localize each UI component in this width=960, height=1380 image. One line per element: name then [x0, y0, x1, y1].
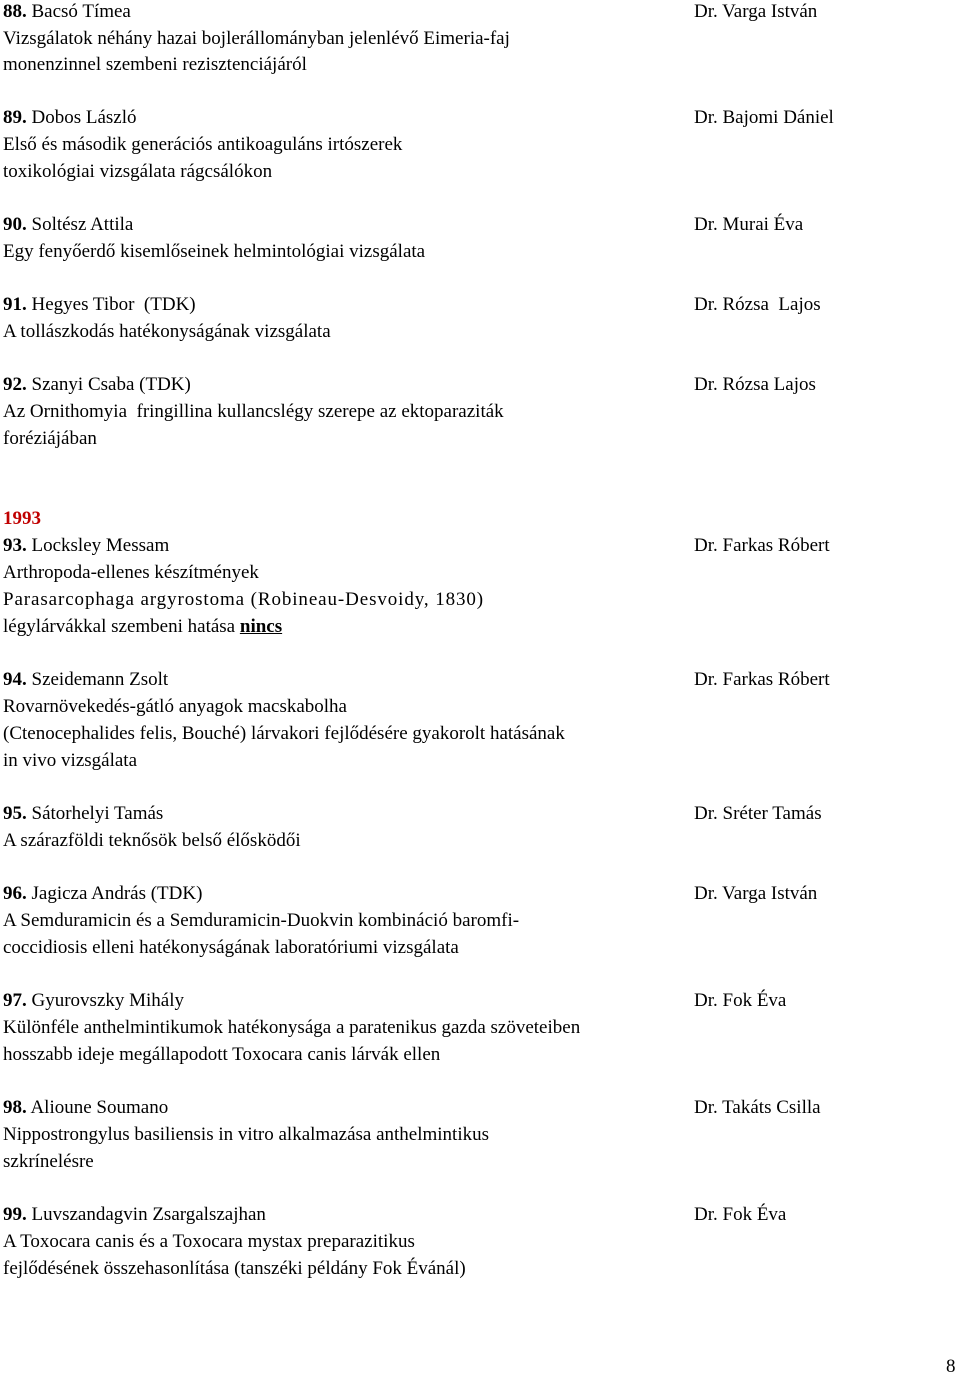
entry-95-header — [3, 800, 163, 827]
supervisor-name: Dr. Rózsa Lajos — [694, 294, 821, 315]
thesis-title-line: A tollászkodás hatékonyságának vizsgálata — [3, 321, 331, 342]
student-name: Gyurovszky Mihály — [31, 990, 185, 1011]
thesis-title-line: monenzinnel szembeni rezisztenciájáról — [3, 54, 307, 75]
entry-91-header — [3, 291, 196, 318]
entry-number: 99. — [3, 1204, 27, 1225]
student-name: Hegyes Tibor (TDK) — [31, 294, 196, 315]
entry-99-header — [3, 1201, 266, 1228]
supervisor-name: Dr. Fok Éva — [694, 1204, 787, 1225]
thesis-title-line: in vivo vizsgálata — [3, 750, 138, 771]
entry-96-header — [3, 880, 202, 907]
student-name: Jagicza András (TDK) — [31, 883, 203, 904]
supervisor-name: Dr. Farkas Róbert — [694, 535, 830, 556]
entry-number: 94. — [3, 669, 27, 690]
thesis-title-line: Vizsgálatok néhány hazai bojlerállományban jelenlévő Eimeria-faj — [3, 28, 510, 49]
entry-number: 92. — [3, 374, 27, 395]
supervisor-name: Dr. Varga István — [694, 883, 818, 904]
student-name: Szanyi Csaba (TDK) — [31, 374, 191, 395]
emphasis-word: nincs — [239, 616, 283, 637]
supervisor-name: Dr. Bajomi Dániel — [694, 107, 834, 128]
entry-92-header — [3, 371, 191, 398]
student-name: Soltész Attila — [31, 214, 134, 235]
thesis-title-line: A szárazföldi teknősök belső élősködői — [3, 830, 301, 851]
entry-number: 96. — [3, 883, 27, 904]
student-name: Luvszandagvin Zsargalszajhan — [31, 1204, 266, 1225]
thesis-title-line: foréziájában — [3, 428, 97, 449]
thesis-title-line: A Toxocara canis és a Toxocara mystax preparazitikus — [3, 1231, 415, 1252]
page-number: 8 — [946, 1356, 956, 1377]
entry-number: 93. — [3, 535, 27, 556]
thesis-title-line: coccidiosis elleni hatékonyságának laboratóriumi vizsgálata — [3, 937, 459, 958]
year-heading: 1993 — [3, 508, 41, 529]
student-name: Locksley Messam — [31, 535, 170, 556]
student-name: Sátorhelyi Tamás — [31, 803, 164, 824]
thesis-title-line: szkrínelésre — [3, 1151, 94, 1172]
thesis-title-line: Különféle anthelmintikumok hatékonysága a paratenikus gazda szöveteiben — [3, 1017, 581, 1038]
entry-94-header — [3, 666, 168, 693]
entry-90-header — [3, 211, 133, 238]
entry-number: 89. — [3, 107, 27, 128]
thesis-title-line: toxikológiai vizsgálata rágcsálókon — [3, 161, 273, 182]
supervisor-name: Dr. Rózsa Lajos — [694, 374, 816, 395]
thesis-title-line-with-emphasis — [3, 613, 282, 640]
entry-93-header — [3, 532, 169, 559]
thesis-title-line: hosszabb ideje megállapodott Toxocara canis lárvák ellen — [3, 1044, 441, 1065]
supervisor-name: Dr. Varga István — [694, 1, 818, 22]
supervisor-name: Dr. Sréter Tamás — [694, 803, 822, 824]
entry-98-header — [3, 1094, 168, 1121]
student-name: Bacsó Tímea — [31, 1, 131, 22]
entry-89-header — [3, 104, 137, 131]
entry-97-header — [3, 987, 184, 1014]
entry-number: 95. — [3, 803, 27, 824]
entry-number: 88. — [3, 1, 27, 22]
supervisor-name: Dr. Farkas Róbert — [694, 669, 830, 690]
thesis-title-line: Nippostrongylus basiliensis in vitro alkalmazása anthelmintikus — [3, 1124, 490, 1145]
entry-number: 97. — [3, 990, 27, 1011]
thesis-title-line: Az Ornithomyia fringillina kullancslégy szerepe az ektoparaziták — [3, 401, 504, 422]
thesis-title-text: légylárvákkal szembeni hatása — [3, 616, 236, 637]
entry-number: 90. — [3, 214, 27, 235]
entry-88-header — [3, 0, 131, 25]
supervisor-name: Dr. Murai Éva — [694, 214, 804, 235]
thesis-title-line: Parasarcophaga argyrostoma (Robineau-Desvoidy, 1830) — [3, 589, 485, 610]
thesis-title-line: Rovarnövekedés-gátló anyagok macskabolha — [3, 696, 347, 717]
student-name: Dobos László — [31, 107, 137, 128]
thesis-title-line: fejlődésének összehasonlítása (tanszéki példány Fok Évánál) — [3, 1258, 466, 1279]
student-name: Szeidemann Zsolt — [31, 669, 169, 690]
entry-number: 91. — [3, 294, 27, 315]
entry-number: 98. — [3, 1097, 27, 1118]
supervisor-name: Dr. Takáts Csilla — [694, 1097, 821, 1118]
thesis-title-line: (Ctenocephalides felis, Bouché) lárvakori fejlődésére gyakorolt hatásának — [3, 723, 565, 744]
thesis-title-line: A Semduramicin és a Semduramicin-Duokvin kombináció baromfi- — [3, 910, 520, 931]
thesis-title-line: Egy fenyőerdő kisemlőseinek helmintológiai vizsgálata — [3, 241, 426, 262]
thesis-title-line: Arthropoda-ellenes készítmények — [3, 562, 259, 583]
supervisor-name: Dr. Fok Éva — [694, 990, 787, 1011]
student-name: Alioune Soumano — [30, 1097, 169, 1118]
thesis-title-line: Első és második generációs antikoaguláns irtószerek — [3, 134, 403, 155]
